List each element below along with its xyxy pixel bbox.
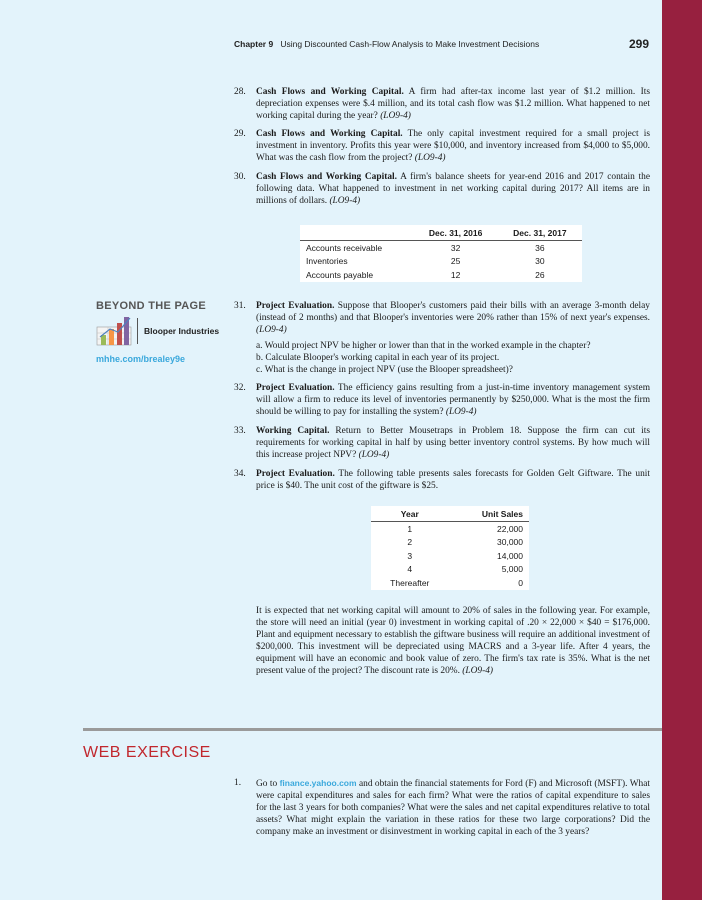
web-exercise-1 xyxy=(234,777,650,838)
problem-32 xyxy=(234,382,650,418)
row-label: Thereafter xyxy=(390,577,430,588)
sales-forecast-table xyxy=(371,506,529,590)
table-row xyxy=(371,536,529,550)
problem-title: Working Capital. xyxy=(256,426,330,436)
problem-33 xyxy=(234,425,650,461)
subpart-a xyxy=(256,340,650,352)
problem-text: It is expected that net working capital will amount to 20% of sales in the following year. For example, the store will need an initial (year 0) investment in working capital of .20 × 22,000 × $40 = $176,000. Plant and equipment necessary to establish the giftware business will require an additional investment of $200,000. This investment will be depreciated using MACRS and a 3-year life. After 4 years, the equipment will have an economic and book value of zero. The firm's tax rate is 35%. What is the net present value of the project? The discount rate is 20%. xyxy=(256,606,650,677)
table-row xyxy=(300,241,582,255)
problem-title: Project Evaluation. xyxy=(256,469,335,479)
problem-title: Cash Flows and Working Capital. xyxy=(256,172,397,182)
problem-number: 34. xyxy=(234,469,246,479)
subpart-label: b. xyxy=(256,353,264,364)
table-cell: 14,000 xyxy=(497,550,523,561)
learning-objective: (LO9-4) xyxy=(256,325,287,336)
chapter-title: Using Discounted Cash-Flow Analysis to Make Investment Decisions xyxy=(280,39,540,49)
problem-number: 28. xyxy=(234,87,246,97)
table-cell: 22,000 xyxy=(497,523,523,534)
beyond-the-page-title: BEYOND THE PAGE xyxy=(96,300,207,312)
column-header: Year xyxy=(371,506,449,522)
table-row xyxy=(371,549,529,563)
subpart-label: c. xyxy=(256,365,263,376)
table-header-row xyxy=(300,225,582,241)
table-row xyxy=(371,563,529,577)
problem-29 xyxy=(234,128,650,164)
problem-34 xyxy=(234,468,650,492)
subpart-label: a. xyxy=(256,341,263,351)
row-label: Accounts payable xyxy=(306,269,374,280)
problem-title: Project Evaluation. xyxy=(256,301,335,311)
page-number: 299 xyxy=(628,37,649,51)
table-cell: 5,000 xyxy=(501,564,523,575)
learning-objective: (LO9-4) xyxy=(380,111,411,122)
table-cell: 32 xyxy=(450,242,461,253)
beyond-the-page-link[interactable]: mhhe.com/brealey9e xyxy=(96,354,186,364)
page-edge-bar xyxy=(662,0,702,900)
problem-number: 31. xyxy=(234,301,246,311)
chapter-label: Chapter 9 xyxy=(234,39,274,49)
subpart-c xyxy=(256,364,650,376)
logo-divider xyxy=(137,318,138,344)
problem-number: 33. xyxy=(234,426,246,436)
problem-title: Cash Flows and Working Capital. xyxy=(256,87,404,97)
spreadsheet-chart-icon xyxy=(96,315,136,347)
table-cell: 30 xyxy=(535,256,545,267)
table-cell: 12 xyxy=(450,269,461,280)
table-cell: 26 xyxy=(535,269,545,280)
balance-sheet-table xyxy=(300,225,582,282)
problem-34-continued xyxy=(234,605,650,678)
row-label: Inventories xyxy=(306,256,348,267)
row-label: 4 xyxy=(407,564,413,575)
subpart-text: Calculate Blooper's working capital in each year of its project. xyxy=(265,353,500,364)
problem-number: 29. xyxy=(234,129,246,139)
problem-number: 1. xyxy=(234,778,242,788)
learning-objective: (LO9-4) xyxy=(329,196,361,207)
exercise-text: and obtain the financial statements for Ford (F) and Microsoft (MSFT). What were capital expenditures and sales for each firm? What were the ratios of capital expenditure to sales for the last 3 years for both companies? What were the sales and net capital expenditures relative to total assets? What might explain the variation in these ratios for these two large corporations? Did the company make an investment or disinvestment in working capital in each of the 3 years? xyxy=(256,779,650,838)
column-header xyxy=(300,225,413,241)
beyond-the-page-name: Blooper Industries xyxy=(144,326,220,336)
problem-text: The only capital investment required for a small project is investment in inventory. Profits this year were $10,000, and inventory increased from $4,000 to $5,000. What was the cash flow from the project? xyxy=(256,129,650,164)
problem-text: A firm's balance sheets for year-end 2016 and 2017 contain the following data. What happened to investment in net working capital during 2017? All items are in millions of dollars. xyxy=(256,172,650,207)
problem-number: 32. xyxy=(234,383,246,393)
problem-text: The following table presents sales forecasts for Golden Gelt Giftware. The unit price is $40. The unit cost of the giftware is $25. xyxy=(256,469,650,492)
table-header-row xyxy=(371,506,529,522)
row-label: Accounts receivable xyxy=(306,242,383,253)
running-header xyxy=(234,39,649,53)
problem-text: The efficiency gains resulting from a just-in-time inventory management system will allow a firm to reduce its level of inventories permanently by $250,000. What is the most the firm should be willing to pay for installing the system? xyxy=(256,383,650,418)
table-cell: 36 xyxy=(535,242,545,253)
problem-number: 30. xyxy=(234,172,246,182)
table-row xyxy=(300,255,582,269)
web-exercise-title: WEB EXERCISE xyxy=(83,744,211,761)
column-header: Dec. 31, 2016 xyxy=(413,225,497,241)
section-divider xyxy=(83,728,662,731)
column-header: Unit Sales xyxy=(449,506,529,522)
problem-31 xyxy=(234,300,650,336)
table-row xyxy=(300,268,582,282)
table-row xyxy=(371,522,529,536)
table-cell: 30,000 xyxy=(497,537,523,548)
table-row xyxy=(371,576,529,590)
learning-objective: (LO9-4) xyxy=(445,407,477,418)
problem-text: Return to Better Mousetraps in Problem 18. Suppose the firm can cut its requirements for working capital in half by using better inventory control systems. By how much will this increase project NPV? xyxy=(256,426,650,461)
subpart-text: What is the change in project NPV (use the Blooper spreadsheet)? xyxy=(264,365,513,376)
subpart-b xyxy=(256,352,650,364)
problem-title: Project Evaluation. xyxy=(256,383,335,393)
learning-objective: (LO9-4) xyxy=(358,450,390,461)
problem-31-subparts xyxy=(234,340,650,376)
row-label: 2 xyxy=(407,537,413,548)
column-header: Dec. 31, 2017 xyxy=(498,225,582,241)
subpart-text: Would project NPV be higher or lower than that in the worked example in the chapter? xyxy=(264,341,591,351)
problem-text: Suppose that Blooper's customers paid their bills with an average 3-month delay (instead of 2 months) and that Blooper's inventories were 20% rather than 15% of next year's expenses. xyxy=(256,301,650,324)
row-label: 1 xyxy=(407,523,413,534)
learning-objective: (LO9-4) xyxy=(414,153,446,164)
learning-objective: (LO9-4) xyxy=(462,666,494,677)
row-label: 3 xyxy=(407,550,413,561)
table-cell: 25 xyxy=(450,256,461,267)
table-cell: 0 xyxy=(518,577,523,588)
problem-text: A firm had after-tax income last year of $1.2 million. Its depreciation expenses were $.4 million, and its total cash flow was $1.2 million. What happened to net working capital during the year? xyxy=(256,87,650,122)
problem-title: Cash Flows and Working Capital. xyxy=(256,129,403,139)
problem-28 xyxy=(234,86,650,122)
problem-30 xyxy=(234,171,650,207)
exercise-text: Go to xyxy=(256,779,280,789)
finance-link[interactable]: finance.yahoo.com xyxy=(279,778,357,788)
